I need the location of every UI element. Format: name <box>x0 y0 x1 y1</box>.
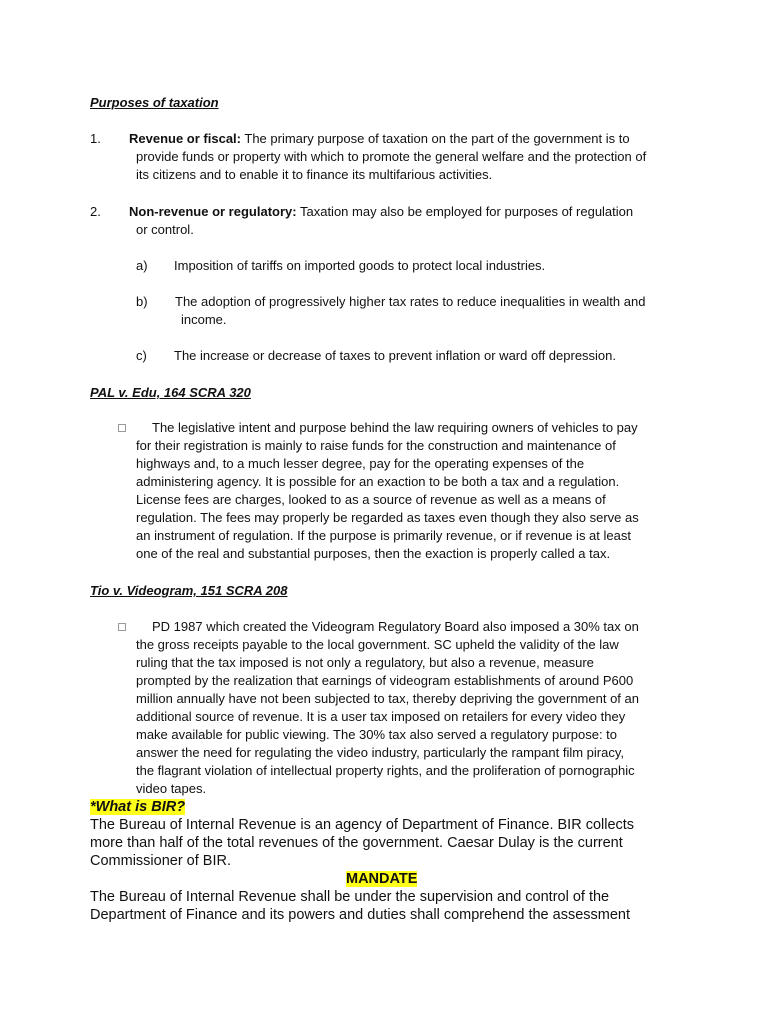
case2-line: additional source of revenue. It is a user tax imposed on retailers for every video they <box>136 709 626 724</box>
case2-line: prompted by the realization that earnings of videogram establishments of around P600 <box>136 673 634 688</box>
item-2-text-line1: Taxation may also be employed for purposes of regulation <box>299 204 634 219</box>
subitem-a-letter: a) <box>136 258 148 273</box>
item-2-text-line2: or control. <box>136 222 194 237</box>
item-1-text-line2: provide funds or property with which to promote the general welfare and the protection of <box>136 149 647 164</box>
item-2-first-line <box>129 203 633 221</box>
bir-heading: *What is BIR? <box>90 799 186 815</box>
mandate-heading-wrapper <box>346 870 417 888</box>
case2-line: video tapes. <box>136 781 207 796</box>
bir-text-line: Commissioner of BIR. <box>90 853 232 869</box>
bir-text-line: The Bureau of Internal Revenue is an agency of Department of Finance. BIR collects <box>90 817 635 833</box>
case1-line: an instrument of regulation. If the purpose is primarily revenue, or if revenue is at least <box>136 528 631 543</box>
subitem-a-text: Imposition of tariffs on imported goods to protect local industries. <box>174 258 546 273</box>
case2-line: million annually have not been subjected to tax, thereby depriving the government of an <box>136 691 639 706</box>
mandate-heading: MANDATE <box>346 871 418 887</box>
subitem-c-text: The increase or decrease of taxes to prevent inflation or ward off depression. <box>174 348 617 363</box>
case1-line: License fees are charges, looked to as a source of revenue as well as a means of <box>136 492 606 507</box>
item-1-text-line3: its citizens and to enable it to finance its multifarious activities. <box>136 167 493 182</box>
mandate-text-line: Department of Finance and its powers and duties shall comprehend the assessment <box>90 907 631 923</box>
case2-line: PD 1987 which created the Videogram Regulatory Board also imposed a 30% tax on <box>152 619 639 634</box>
case1-line: one of the real and substantial purposes, then the exaction is properly called a tax. <box>136 546 611 561</box>
item-2-label: Non-revenue or regulatory: <box>129 204 297 219</box>
case2-line: the flagrant violation of intellectual property rights, and the proliferation of pornographic <box>136 763 635 778</box>
case1-line: administering agency. It is possible for an exaction to be both a tax and a regulation. <box>136 474 620 489</box>
item-1-text-line1: The primary purpose of taxation on the part of the government is to <box>244 131 630 146</box>
case-title-tio-v-videogram: Tio v. Videogram, 151 SCRA 208 <box>90 583 288 598</box>
subitem-b-text-line1: The adoption of progressively higher tax rates to reduce inequalities in wealth and <box>175 294 646 309</box>
bullet-square-icon <box>118 424 126 432</box>
case2-line: the gross receipts payable to the local government. SC upheld the validity of the law <box>136 637 619 652</box>
item-2-number: 2. <box>90 204 101 219</box>
mandate-text-line: The Bureau of Internal Revenue shall be under the supervision and control of the <box>90 889 610 905</box>
subitem-b-letter: b) <box>136 294 148 309</box>
item-1-label: Revenue or fiscal: <box>129 131 241 146</box>
case1-line: highways and, to a much lesser degree, pay for the operating expenses of the <box>136 456 585 471</box>
case-title-pal-v-edu: PAL v. Edu, 164 SCRA 320 <box>90 385 251 400</box>
case1-line: regulation. The fees may properly be regarded as taxes even though they also serve as <box>136 510 639 525</box>
item-1-number: 1. <box>90 131 101 146</box>
subitem-c-letter: c) <box>136 348 147 363</box>
case1-line: The legislative intent and purpose behind the law requiring owners of vehicles to pay <box>152 420 638 435</box>
case2-line: make available for public viewing. The 30% tax also served a regulatory purpose: to <box>136 727 618 742</box>
bir-heading-wrapper <box>90 798 185 816</box>
case2-line: answer the need for regulating the video industry, particularly the rampant film piracy, <box>136 745 624 760</box>
heading-purposes-of-taxation: Purposes of taxation <box>90 95 219 110</box>
bir-text-line: more than half of the total revenues of the government. Caesar Dulay is the current <box>90 835 623 851</box>
item-1-first-line <box>129 130 630 148</box>
case1-line: for their registration is mainly to raise funds for the construction and maintenance of <box>136 438 616 453</box>
subitem-b-text-line2: income. <box>181 312 227 327</box>
case2-line: ruling that the tax imposed is not only a regulatory, but also a revenue, measure <box>136 655 594 670</box>
bullet-square-icon <box>118 623 126 631</box>
